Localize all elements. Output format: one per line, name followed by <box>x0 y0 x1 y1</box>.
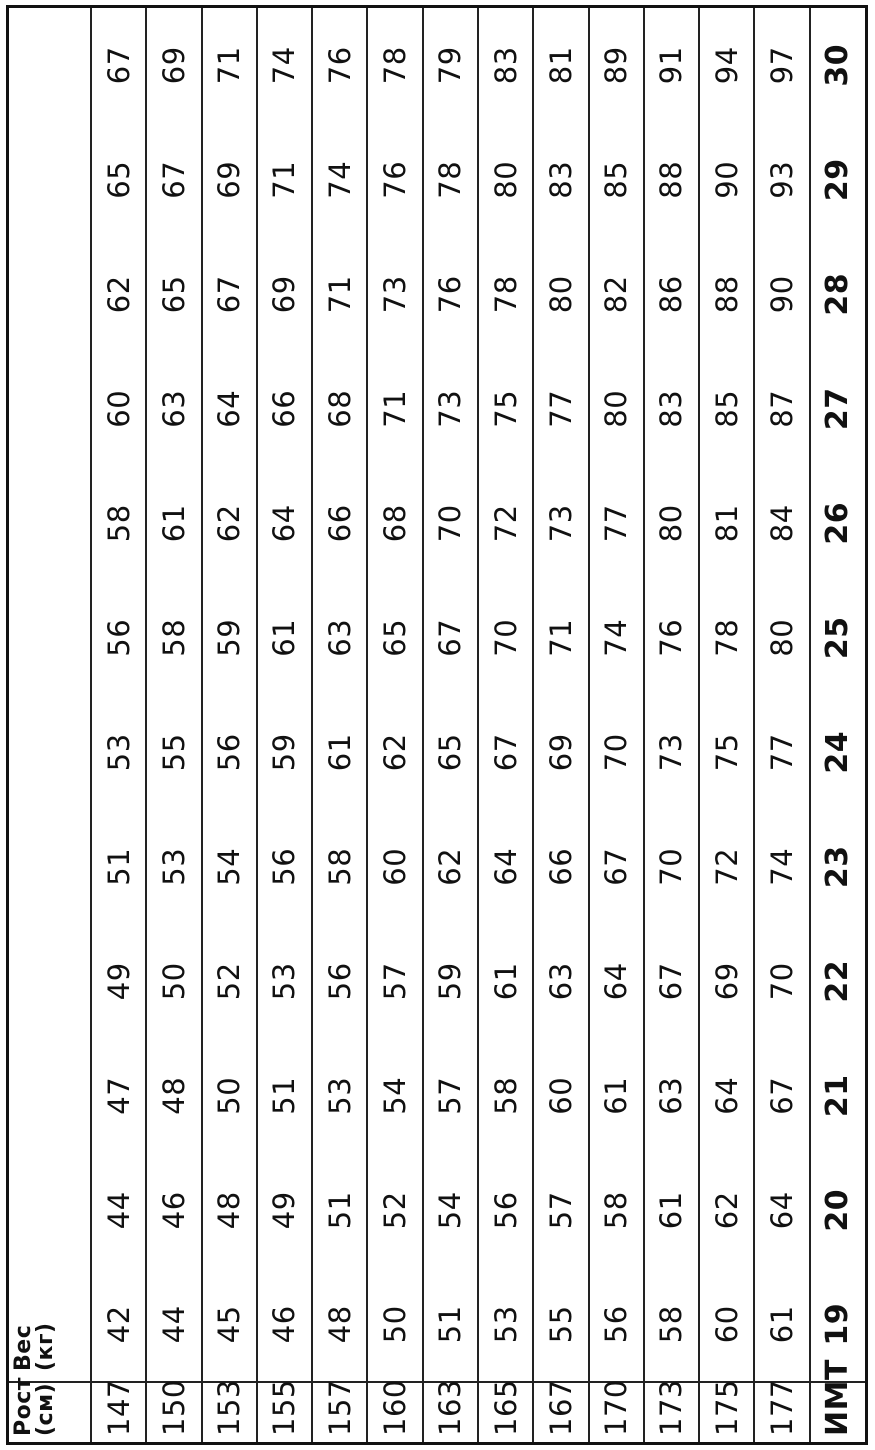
table-row <box>589 8 644 1442</box>
weight-cell: 78 <box>699 581 754 696</box>
weight-cell: 59 <box>202 581 257 696</box>
bmi-value-cell: 25 <box>820 616 856 660</box>
bmi-value-cell: 26 <box>820 501 856 545</box>
weight-cell: 67 <box>589 810 644 925</box>
weight-cell: 62 <box>202 466 257 581</box>
weight-cell: 42 <box>91 1268 146 1383</box>
weight-cell: 67 <box>202 237 257 352</box>
weight-cell: 93 <box>754 123 809 238</box>
weight-cell: 69 <box>699 924 754 1039</box>
weight-cell: 64 <box>754 1153 809 1268</box>
weight-cell: 60 <box>699 1268 754 1383</box>
weight-cell: 53 <box>478 1268 533 1383</box>
weight-cell: 68 <box>367 466 422 581</box>
weight-cell: 72 <box>478 466 533 581</box>
table-row <box>202 8 257 1442</box>
weight-cell: 61 <box>257 581 312 696</box>
bmi-value-cell: 28 <box>820 272 856 316</box>
weight-cell: 69 <box>257 237 312 352</box>
weight-cell: 94 <box>699 8 754 123</box>
weight-cell: 76 <box>644 581 699 696</box>
weight-cell: 60 <box>91 352 146 467</box>
weight-cell: 67 <box>91 8 146 123</box>
weight-cell: 62 <box>423 810 478 925</box>
header-row <box>9 8 91 1442</box>
weight-cell: 45 <box>202 1268 257 1383</box>
weight-cell: 54 <box>202 810 257 925</box>
weight-cell: 76 <box>312 8 367 123</box>
weight-cell: 66 <box>312 466 367 581</box>
weight-cell: 82 <box>589 237 644 352</box>
weight-cell: 60 <box>367 810 422 925</box>
weight-cell: 70 <box>644 810 699 925</box>
bmi-value-cell: 22 <box>820 959 856 1003</box>
weight-cell: 59 <box>257 695 312 810</box>
weight-cell: 55 <box>146 695 201 810</box>
bmi-label: ИМТ <box>810 1382 865 1442</box>
weight-cell: 58 <box>644 1268 699 1383</box>
table-row <box>367 8 422 1442</box>
weight-cell: 46 <box>146 1153 201 1268</box>
weight-cell: 67 <box>644 924 699 1039</box>
weight-cell: 56 <box>257 810 312 925</box>
table-row <box>699 8 754 1442</box>
weight-cell: 72 <box>699 810 754 925</box>
weight-cell: 64 <box>202 352 257 467</box>
weight-cell: 70 <box>754 924 809 1039</box>
weight-cell: 53 <box>257 924 312 1039</box>
weight-cell: 73 <box>423 352 478 467</box>
weight-cell: 59 <box>423 924 478 1039</box>
weight-cell: 65 <box>367 581 422 696</box>
weight-cell: 51 <box>257 1039 312 1154</box>
bmi-table-body <box>9 8 865 1442</box>
weight-cell: 85 <box>699 352 754 467</box>
weight-cell: 61 <box>644 1153 699 1268</box>
weight-cell: 76 <box>423 237 478 352</box>
weight-cell: 74 <box>589 581 644 696</box>
weight-cell: 78 <box>478 237 533 352</box>
weight-cell: 48 <box>202 1153 257 1268</box>
weight-cell: 61 <box>146 466 201 581</box>
weight-cell: 67 <box>478 695 533 810</box>
table-row <box>312 8 367 1442</box>
height-cell: 155 <box>257 1382 312 1442</box>
weight-cell: 74 <box>257 8 312 123</box>
bmi-table <box>9 8 865 1442</box>
bmi-row <box>810 8 865 1442</box>
weight-cell: 57 <box>367 924 422 1039</box>
height-header-label: Рост (см) <box>11 1376 58 1436</box>
weight-cell: 58 <box>146 581 201 696</box>
weight-cell: 63 <box>533 924 588 1039</box>
weight-cell: 56 <box>312 924 367 1039</box>
weight-cell: 67 <box>423 581 478 696</box>
weight-cell: 70 <box>589 695 644 810</box>
weight-cell: 57 <box>423 1039 478 1154</box>
weight-cell: 66 <box>257 352 312 467</box>
weight-cell: 57 <box>533 1153 588 1268</box>
weight-cell: 64 <box>589 924 644 1039</box>
height-cell: 170 <box>589 1382 644 1442</box>
height-cell: 175 <box>699 1382 754 1442</box>
weight-cell: 47 <box>91 1039 146 1154</box>
weight-cell: 88 <box>699 237 754 352</box>
weight-cell: 60 <box>533 1039 588 1154</box>
table-row <box>146 8 201 1442</box>
weight-cell: 61 <box>589 1039 644 1154</box>
weight-cell: 58 <box>312 810 367 925</box>
weight-cell: 86 <box>644 237 699 352</box>
weight-cell: 55 <box>533 1268 588 1383</box>
weight-cell: 68 <box>312 352 367 467</box>
weight-cell: 53 <box>312 1039 367 1154</box>
weight-cell: 74 <box>312 123 367 238</box>
height-cell: 173 <box>644 1382 699 1442</box>
weight-cell: 73 <box>367 237 422 352</box>
weight-cell: 97 <box>754 8 809 123</box>
height-cell: 150 <box>146 1382 201 1442</box>
weight-cell: 73 <box>644 695 699 810</box>
weight-cell: 77 <box>533 352 588 467</box>
weight-cell: 84 <box>754 466 809 581</box>
weight-cell: 87 <box>754 352 809 467</box>
bmi-value-cell: 27 <box>820 387 856 431</box>
height-cell: 160 <box>367 1382 422 1442</box>
table-row <box>533 8 588 1442</box>
weight-cell: 69 <box>146 8 201 123</box>
weight-cell: 61 <box>478 924 533 1039</box>
weight-cell: 52 <box>202 924 257 1039</box>
weight-cell: 63 <box>146 352 201 467</box>
weight-header <box>9 1268 91 1383</box>
weight-cell: 56 <box>91 581 146 696</box>
weight-cell: 51 <box>312 1153 367 1268</box>
weight-cell: 49 <box>91 924 146 1039</box>
weight-cell: 67 <box>146 123 201 238</box>
weight-cell: 50 <box>202 1039 257 1154</box>
table-row <box>91 8 146 1442</box>
bmi-value-cell: 20 <box>820 1188 856 1232</box>
weight-cell: 58 <box>478 1039 533 1154</box>
weight-cell: 51 <box>423 1268 478 1383</box>
weight-cell: 77 <box>754 695 809 810</box>
weight-cell: 56 <box>202 695 257 810</box>
weight-header-label: Вес (кг) <box>11 1322 58 1371</box>
weight-cell: 67 <box>754 1039 809 1154</box>
weight-cell: 58 <box>589 1153 644 1268</box>
weight-cell: 71 <box>257 123 312 238</box>
weight-cell: 71 <box>202 8 257 123</box>
weight-cell: 78 <box>367 8 422 123</box>
weight-cell: 48 <box>146 1039 201 1154</box>
weight-cell: 64 <box>257 466 312 581</box>
weight-cell: 70 <box>423 466 478 581</box>
weight-cell: 83 <box>644 352 699 467</box>
weight-cell: 88 <box>644 123 699 238</box>
weight-cell: 65 <box>146 237 201 352</box>
weight-cell: 63 <box>644 1039 699 1154</box>
bmi-table-sheet <box>6 5 868 1445</box>
weight-cell: 62 <box>91 237 146 352</box>
weight-cell: 50 <box>146 924 201 1039</box>
weight-cell: 58 <box>91 466 146 581</box>
weight-cell: 80 <box>644 466 699 581</box>
weight-cell: 71 <box>533 581 588 696</box>
height-cell: 165 <box>478 1382 533 1442</box>
height-cell: 167 <box>533 1382 588 1442</box>
weight-cell: 61 <box>312 695 367 810</box>
weight-cell: 52 <box>367 1153 422 1268</box>
weight-cell: 85 <box>589 123 644 238</box>
weight-cell: 51 <box>91 810 146 925</box>
weight-cell: 90 <box>699 123 754 238</box>
bmi-value-cell: 19 <box>820 1302 856 1346</box>
table-row <box>257 8 312 1442</box>
weight-cell: 44 <box>146 1268 201 1383</box>
weight-cell: 75 <box>478 352 533 467</box>
weight-cell: 80 <box>589 352 644 467</box>
weight-cell: 81 <box>699 466 754 581</box>
weight-cell: 44 <box>91 1153 146 1268</box>
weight-cell: 76 <box>367 123 422 238</box>
header-blank <box>9 8 91 1268</box>
bmi-value-cell: 30 <box>820 43 856 87</box>
weight-cell: 46 <box>257 1268 312 1383</box>
weight-cell: 83 <box>478 8 533 123</box>
weight-cell: 64 <box>478 810 533 925</box>
weight-cell: 65 <box>91 123 146 238</box>
height-cell: 153 <box>202 1382 257 1442</box>
weight-cell: 80 <box>754 581 809 696</box>
table-row <box>754 8 809 1442</box>
table-row <box>644 8 699 1442</box>
weight-cell: 71 <box>312 237 367 352</box>
weight-cell: 49 <box>257 1153 312 1268</box>
weight-cell: 66 <box>533 810 588 925</box>
weight-cell: 79 <box>423 8 478 123</box>
weight-cell: 62 <box>699 1153 754 1268</box>
weight-cell: 63 <box>312 581 367 696</box>
weight-cell: 83 <box>533 123 588 238</box>
height-header <box>9 1376 91 1442</box>
weight-cell: 70 <box>478 581 533 696</box>
weight-cell: 56 <box>589 1268 644 1383</box>
weight-cell: 62 <box>367 695 422 810</box>
bmi-value-cell: 29 <box>820 158 856 202</box>
bmi-value-cell: 24 <box>820 730 856 774</box>
weight-cell: 74 <box>754 810 809 925</box>
weight-cell: 80 <box>533 237 588 352</box>
weight-cell: 91 <box>644 8 699 123</box>
height-cell: 157 <box>312 1382 367 1442</box>
weight-cell: 65 <box>423 695 478 810</box>
height-cell: 147 <box>91 1382 146 1442</box>
weight-cell: 64 <box>699 1039 754 1154</box>
weight-cell: 53 <box>91 695 146 810</box>
weight-cell: 54 <box>367 1039 422 1154</box>
height-cell: 177 <box>754 1382 809 1442</box>
weight-cell: 90 <box>754 237 809 352</box>
weight-cell: 54 <box>423 1153 478 1268</box>
weight-cell: 77 <box>589 466 644 581</box>
weight-cell: 73 <box>533 466 588 581</box>
weight-cell: 53 <box>146 810 201 925</box>
weight-cell: 80 <box>478 123 533 238</box>
weight-cell: 69 <box>533 695 588 810</box>
weight-cell: 71 <box>367 352 422 467</box>
table-row <box>478 8 533 1442</box>
weight-cell: 78 <box>423 123 478 238</box>
weight-cell: 50 <box>367 1268 422 1383</box>
weight-cell: 75 <box>699 695 754 810</box>
weight-cell: 81 <box>533 8 588 123</box>
table-row <box>423 8 478 1442</box>
weight-cell: 69 <box>202 123 257 238</box>
bmi-value-cell: 23 <box>820 845 856 889</box>
height-cell: 163 <box>423 1382 478 1442</box>
bmi-value-cell: 21 <box>820 1074 856 1118</box>
weight-cell: 48 <box>312 1268 367 1383</box>
weight-cell: 89 <box>589 8 644 123</box>
weight-cell: 56 <box>478 1153 533 1268</box>
weight-cell: 61 <box>754 1268 809 1383</box>
